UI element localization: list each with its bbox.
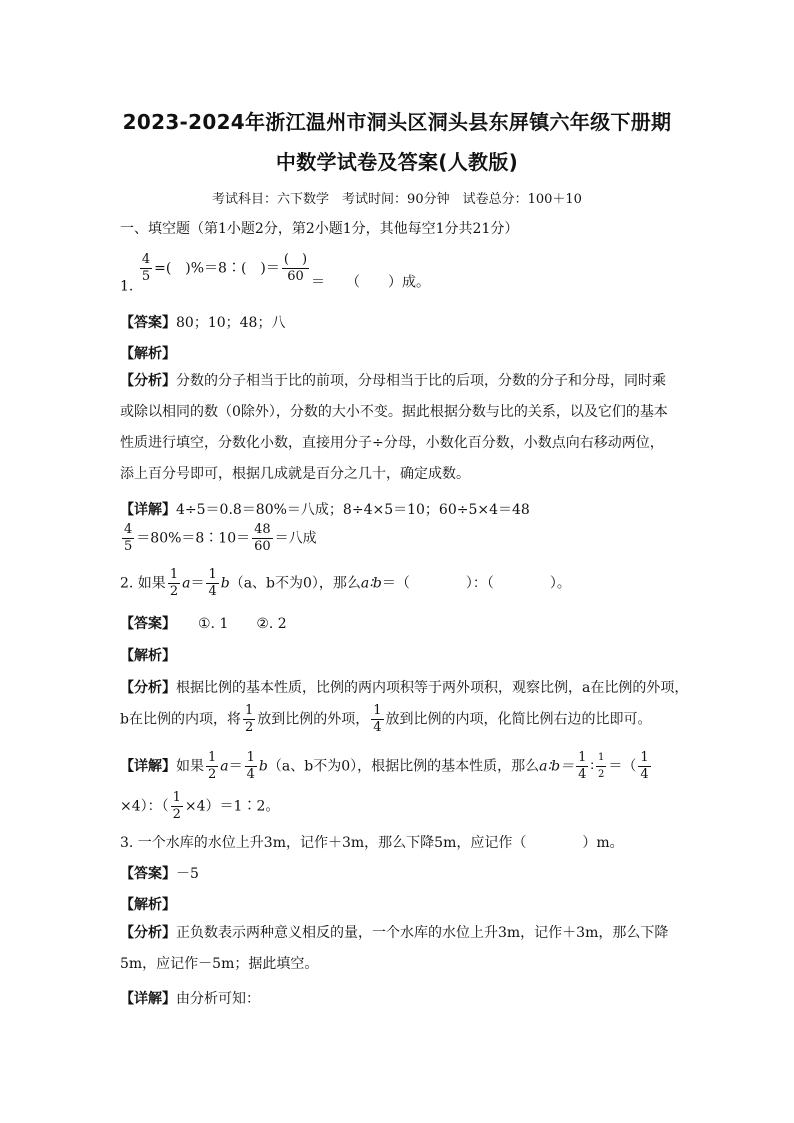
q1-question (120, 252, 430, 295)
frac-den: 4 (373, 720, 382, 735)
detail-text: 如果 (176, 758, 204, 775)
q2-analysis-label (120, 645, 176, 665)
frac (245, 750, 257, 783)
q2-frac-1 (168, 567, 180, 600)
frac-den: 2 (172, 807, 181, 822)
q2-question (120, 567, 571, 600)
var-b: b (258, 758, 268, 775)
frac-den: 5 (141, 269, 151, 284)
q1-number: 1. (120, 278, 134, 295)
frac (576, 750, 588, 783)
q1-mid: =( )%＝8∶( )＝ (154, 260, 280, 277)
frac-num: 48 (254, 522, 271, 537)
frac-den: 4 (208, 584, 217, 599)
eq-sign: ＝ (190, 575, 205, 592)
frac-den: 2 (169, 584, 179, 599)
detail-label: 【详解】 (120, 502, 176, 518)
q2-frac-quarter (371, 703, 383, 736)
frac-den: 60 (254, 539, 271, 554)
frac-den: 4 (578, 767, 587, 782)
detail-text-2: （a、b不为0），根据比例的基本性质，那么 (267, 758, 540, 775)
fenxi-text-3: 放到比例的外项， (257, 711, 370, 728)
frac-num: 4 (141, 252, 151, 267)
q2-ratio: a∶b (360, 575, 382, 592)
q2-frac-half (243, 703, 255, 736)
d2-fraction (122, 522, 134, 555)
frac-den: 60 (287, 269, 304, 284)
q2-answer (120, 613, 287, 633)
q1-fenxi (120, 366, 676, 490)
answer-label: 【答案】 (120, 315, 176, 331)
answer-label: 【答案】 (120, 616, 176, 632)
analysis-label: 【解析】 (120, 897, 176, 913)
frac-num: 1 (596, 750, 606, 767)
frac-num: 1 (208, 567, 217, 582)
answer-text: ①. 1 ②. 2 (198, 616, 287, 632)
doc-title-line-1: 2023-2024年浙江温州市洞头区洞头县东屏镇六年级下册期 (122, 110, 672, 134)
var-a: a (182, 575, 191, 592)
fenxi-label: 【分析】 (120, 925, 176, 941)
frac-num: 1 (169, 567, 179, 582)
q3-detail (120, 988, 260, 1008)
detail-text-3: ×4）：（ (120, 798, 169, 815)
detail-label: 【详解】 (120, 758, 176, 775)
detail-text: 4÷5＝0.8＝80%＝八成；8÷4×5＝10；60÷5×4＝48 (176, 502, 530, 518)
q2-prefix: 2. 如果 (120, 575, 166, 592)
d2-fraction-2 (252, 522, 273, 555)
frac (638, 750, 650, 783)
frac-num: 1 (208, 750, 217, 765)
detail-label: 【详解】 (120, 991, 176, 1007)
detail-open: ＝（ (608, 758, 637, 775)
q2-frac-2 (206, 567, 218, 600)
frac-den: 4 (640, 767, 649, 782)
q2-tail: ＝（ ）：（ ）。 (381, 575, 571, 592)
frac-den: 5 (124, 539, 133, 554)
detail-ratio: a∶b＝ (539, 758, 575, 775)
answer-text: 80；10；48；八 (176, 315, 286, 331)
frac-num: 1 (578, 750, 587, 765)
q2-cond: （a、b不为0），那么 (229, 575, 361, 592)
frac-den: 2 (598, 769, 605, 780)
analysis-label: 【解析】 (120, 346, 176, 362)
q1-detail-2 (120, 522, 317, 555)
exam-meta: 考试科目：六下数学 考试时间：90分钟 试卷总分：100＋10 (212, 192, 582, 207)
fenxi-text-2: b在比例的内项，将 (120, 711, 241, 728)
var-b: b (220, 575, 230, 592)
fenxi-label: 【分析】 (120, 680, 176, 696)
eq-sign: ＝ (228, 758, 243, 775)
q3-answer (120, 863, 199, 883)
fenxi-text: 正负数表示两种意义相反的量，一个水库的水位上升3m，记作＋3m，那么下降5m，应记作－5m；据此填空。 (120, 925, 669, 972)
frac-den: 2 (244, 720, 254, 735)
colon: ∶ (590, 758, 594, 775)
detail-text-4: ×4）＝1∶2。 (184, 798, 280, 815)
q2-detail-2 (120, 790, 279, 823)
doc-title-line-2: 中数学试卷及答案(人教版) (275, 150, 519, 174)
var-a: a (220, 758, 229, 775)
q1-detail (120, 499, 530, 519)
frac-num: 1 (244, 703, 254, 718)
q1-tail: ＝ （ ）成。 (311, 274, 431, 291)
frac-num: 4 (124, 522, 133, 537)
q2-fenxi-2 (120, 703, 652, 736)
frac-num: 1 (640, 750, 649, 765)
fenxi-text: 分数的分子相当于比的前项，分母相当于比的后项，分数的分子和分母，同时乘或除以相同的数（0除外），分数的大小不变。据此根据分数与比的关系，以及它们的基本性质进行填空，分数化小数，直接用分子÷分母，小数化百分数，小数点向右移动两位，添上百分号即可，根据几成就是百分之几十，确定成数。 (120, 373, 668, 482)
frac-num: ( ) (283, 252, 308, 267)
q1-fraction (140, 252, 152, 285)
detail-text: 由分析可知： (176, 991, 260, 1007)
answer-label: 【答案】 (120, 866, 176, 882)
frac-den: 2 (208, 767, 217, 782)
frac (206, 750, 218, 783)
d2-tail: ＝八成 (274, 530, 317, 547)
answer-text: －5 (176, 866, 199, 882)
q1-analysis-label (120, 343, 176, 363)
fenxi-text-4: 放到比例的内项，化简比例右边的比即可。 (385, 711, 652, 728)
frac (171, 790, 183, 823)
frac-num: 1 (172, 790, 181, 805)
frac-num: 1 (246, 750, 255, 765)
frac-num: 1 (373, 703, 382, 718)
fenxi-label: 【分析】 (120, 373, 176, 389)
q3-question: 3. 一个水库的水位上升3m，记作＋3m，那么下降5m，应记作（ ）m。 (120, 835, 624, 851)
q2-fenxi (120, 677, 688, 697)
q1-answer (120, 312, 285, 332)
analysis-label: 【解析】 (120, 648, 176, 664)
q3-fenxi (120, 918, 676, 980)
fenxi-text: 根据比例的基本性质，比例的两内项积等于两外项积，观察比例，a在比例的外项， (176, 680, 689, 696)
frac-small (596, 750, 606, 783)
section-heading: 一、填空题（第1小题2分，第2小题1分，其他每空1分共21分） (120, 221, 519, 237)
q1-fraction-2 (282, 252, 309, 285)
frac-den: 4 (246, 767, 255, 782)
d2-mid: ＝80%＝8∶10＝ (136, 530, 251, 547)
q2-detail (120, 750, 653, 783)
q3-analysis-label (120, 894, 176, 914)
